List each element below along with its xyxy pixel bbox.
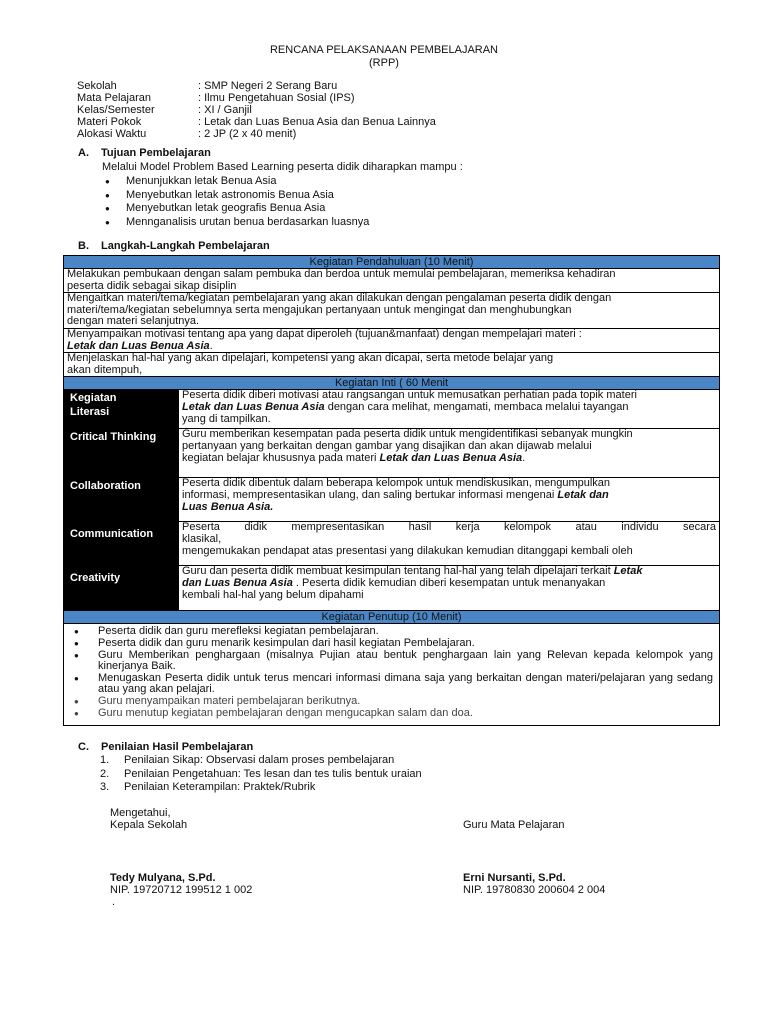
label-text: Kegiatan	[70, 392, 117, 405]
row-text: Peserta didik dibentuk dalam beberapa kelompok untuk mendiskusikan, mengumpulkan	[182, 477, 611, 490]
pendahuluan-header: Kegiatan Pendahuluan (10 Menit)	[64, 256, 720, 269]
identity-label: Materi Pokok	[77, 116, 142, 128]
identity-value: : XI / Ganjil	[198, 104, 252, 116]
list-item: ● Menugaskan Peserta didik untuk terus mencari informasi dimana saja yang berkaitan dengan materi/pelajaran yang sedang atau yang akan pelajari.	[64, 673, 713, 696]
mengetahui-text: Mengetahui,	[110, 807, 171, 819]
row-text: .	[522, 451, 526, 464]
row-text: peserta didik sebagai sikap disiplin	[67, 279, 237, 292]
collaboration-content	[179, 478, 720, 522]
identity-row	[77, 116, 436, 128]
guru-name: Erni Nursanti, S.Pd.	[463, 872, 566, 884]
list-item: ● Menunjukkan letak Benua Asia	[102, 175, 369, 189]
row-text: Mengaitkan materi/tema/kegiatan pembelajaran yang akan dilakukan dengan pengalaman peserta didik dengan	[67, 292, 612, 305]
communication-label: Communication	[64, 522, 179, 566]
section-title: Tujuan Pembelajaran	[101, 147, 211, 159]
item-text: Penilaian Sikap: Observasi dalam proses pembelajaran	[124, 754, 395, 766]
item-number: 1.	[100, 754, 110, 766]
bold-topic: Luas Benua Asia.	[182, 500, 274, 513]
critical-thinking-content	[179, 429, 720, 478]
section-c-heading	[78, 741, 253, 754]
kepala-sekolah-name: Tedy Mulyana, S.Pd.	[110, 872, 216, 884]
section-letter: A.	[78, 147, 89, 159]
section-letter: C.	[78, 741, 89, 753]
document-subtitle: (RPP)	[369, 57, 399, 69]
row-text: Guru memberikan kesempatan pada peserta didik untuk mengidentifikasi sebanyak mungkin	[182, 428, 633, 441]
kepala-sekolah-nip: NIP. 19720712 199512 1 002	[110, 884, 253, 896]
identity-label: Alokasi Waktu	[77, 128, 147, 140]
bold-topic: Letak dan Luas Benua Asia	[67, 339, 210, 352]
section-b-heading	[78, 240, 270, 253]
penutup-content	[64, 624, 720, 726]
guru-nip: NIP. 19780830 200604 2 004	[463, 884, 606, 896]
collaboration-label: Collaboration	[64, 478, 179, 522]
row-text: klasikal,	[182, 532, 222, 545]
row-text: pertanyaan yang berkaitan dengan gambar yang disajikan dan akan dijawab melalui	[182, 439, 592, 452]
section-title: Penilaian Hasil Pembelajaran	[101, 741, 254, 753]
row-text: mengemukakan pendapat atas presentasi yang dilakukan kemudian ditanggapi kembali oleh	[182, 544, 633, 557]
list-item: ● Guru menutup kegiatan pembelajaran dengan mengucapkan salam dan doa.	[64, 708, 713, 720]
inti-header: Kegiatan Inti ( 60 Menit	[64, 377, 720, 390]
pendahuluan-row	[64, 353, 720, 377]
literasi-content	[179, 390, 720, 429]
label-text: Literasi	[70, 405, 110, 418]
list-item: ● Guru Memberikan penghargaan (misalnya Pujian atau bentuk penghargaan lain yang Relevan kepada kelompok yang kinerjanya Baik.	[64, 650, 713, 673]
list-item: ● Menyebutkan letak geografis Benua Asia	[102, 202, 369, 216]
identity-value: : Ilmu Pengetahuan Sosial (IPS)	[198, 92, 355, 104]
pendahuluan-row	[64, 293, 720, 329]
list-item: ● Mennganalisis urutan benua berdasarkan luasnya	[102, 216, 369, 230]
penutup-list	[64, 624, 713, 725]
communication-content	[179, 522, 720, 566]
row-text: materi/tema/kegiatan sebelumnya serta mengajukan pertanyaan untuk mengingat dan menghubungkan	[67, 303, 572, 316]
row-text: akan ditempuh,	[67, 363, 143, 376]
bold-topic: Letak dan	[557, 488, 609, 501]
identity-label: Mata Pelajaran	[77, 92, 151, 104]
activities-table	[63, 255, 720, 726]
identity-value: : Letak dan Luas Benua Asia dan Benua Lainnya	[198, 116, 436, 128]
item-text: Penilaian Keterampilan: Praktek/Rubrik	[124, 781, 316, 793]
identity-row	[77, 80, 436, 92]
identity-table	[77, 80, 436, 140]
pendahuluan-row	[64, 328, 720, 352]
objectives-list	[102, 175, 369, 229]
list-item	[100, 768, 422, 782]
list-item: ● Peserta didik dan guru menarik kesimpulan dari hasil kegiatan Pembelajaran.	[64, 638, 713, 650]
identity-label: Kelas/Semester	[77, 104, 155, 116]
creativity-label: Creativity	[64, 566, 179, 611]
section-a-heading	[78, 147, 211, 160]
identity-value: : 2 JP (2 x 40 menit)	[198, 128, 297, 140]
identity-value: : SMP Negeri 2 Serang Baru	[198, 80, 338, 92]
bold-topic: Letak dan Luas Benua Asia	[182, 400, 325, 413]
identity-label: Sekolah	[77, 80, 117, 92]
kepala-sekolah-title: Kepala Sekolah	[110, 819, 188, 831]
identity-row	[77, 128, 436, 140]
row-text: Peserta didik diberi motivasi atau rangsangan untuk memusatkan perhatian pada topik materi	[182, 389, 637, 402]
row-text: kegiatan belajar khususnya pada materi	[182, 451, 380, 464]
guru-title: Guru Mata Pelajaran	[463, 819, 565, 831]
identity-row	[77, 92, 436, 104]
item-text: Penilaian Pengetahuan: Tes lesan dan tes tulis bentuk uraian	[124, 767, 422, 780]
bold-topic: dan Luas Benua Asia	[182, 576, 293, 589]
list-item: ● Peserta didik dan guru merefleksi kegiatan pembelajaran.	[64, 626, 713, 638]
row-text: .	[209, 339, 213, 352]
row-text: Peserta didik mempresentasikan hasil kerja kelompok atau individu secara	[182, 521, 716, 534]
creativity-content	[179, 566, 720, 611]
row-text: Menjelaskan hal-hal yang akan dipelajari, kompetensi yang akan dicapai, serta metode belajar yang	[67, 352, 554, 365]
section-letter: B.	[78, 240, 89, 252]
identity-row	[77, 104, 436, 116]
list-item: ● Guru menyampaikan materi pembelajaran berikutnya.	[64, 696, 713, 708]
list-item: ● Menyebutkan letak astronomis Benua Asia	[102, 189, 369, 203]
objectives-intro: Melalui Model Problem Based Learning peserta didik diharapkan mampu :	[102, 161, 463, 173]
row-text: . Peserta didik kemudian diberi kesempatan untuk menanyakan	[292, 576, 606, 589]
trailing-dot: .	[112, 896, 116, 908]
bold-topic: Letak dan Luas Benua Asia	[379, 451, 523, 464]
bold-topic: Letak	[613, 565, 643, 578]
row-text: Guru dan peserta didik membuat kesimpulan tentang hal-hal yang telah dipelajari terkait	[182, 565, 614, 578]
row-text: yang di tampilkan.	[182, 412, 271, 425]
literasi-label	[64, 390, 179, 429]
pendahuluan-row	[64, 269, 720, 293]
row-text: dengan materi selanjutnya.	[67, 315, 200, 328]
critical-thinking-label: Critical Thinking	[64, 429, 179, 478]
document-title: RENCANA PELAKSANAAN PEMBELAJARAN	[269, 44, 499, 56]
item-number: 3.	[100, 781, 110, 793]
penutup-header: Kegiatan Penutup (10 Menit)	[64, 611, 720, 624]
assessment-list	[100, 754, 422, 795]
list-item	[100, 754, 422, 768]
row-text: kembali hal-hal yang belum dipahami	[182, 588, 364, 601]
list-item	[100, 781, 422, 795]
row-text: Melakukan pembukaan dengan salam pembuka dan berdoa untuk memulai pembelajaran, memeriksa kehadiran	[67, 268, 616, 280]
section-title: Langkah-Langkah Pembelajaran	[101, 240, 270, 252]
item-number: 2.	[100, 767, 110, 780]
row-text: Menyampaikan motivasi tentang apa yang dapat diperoleh (tujuan&manfaat) dengan mempelajari materi :	[67, 327, 582, 340]
row-text: informasi, mempresentasikan ulang, dan saling bertukar informasi mengenai	[182, 488, 558, 501]
row-text: dengan cara melihat, mengamati, membaca melalui tayangan	[324, 400, 629, 413]
